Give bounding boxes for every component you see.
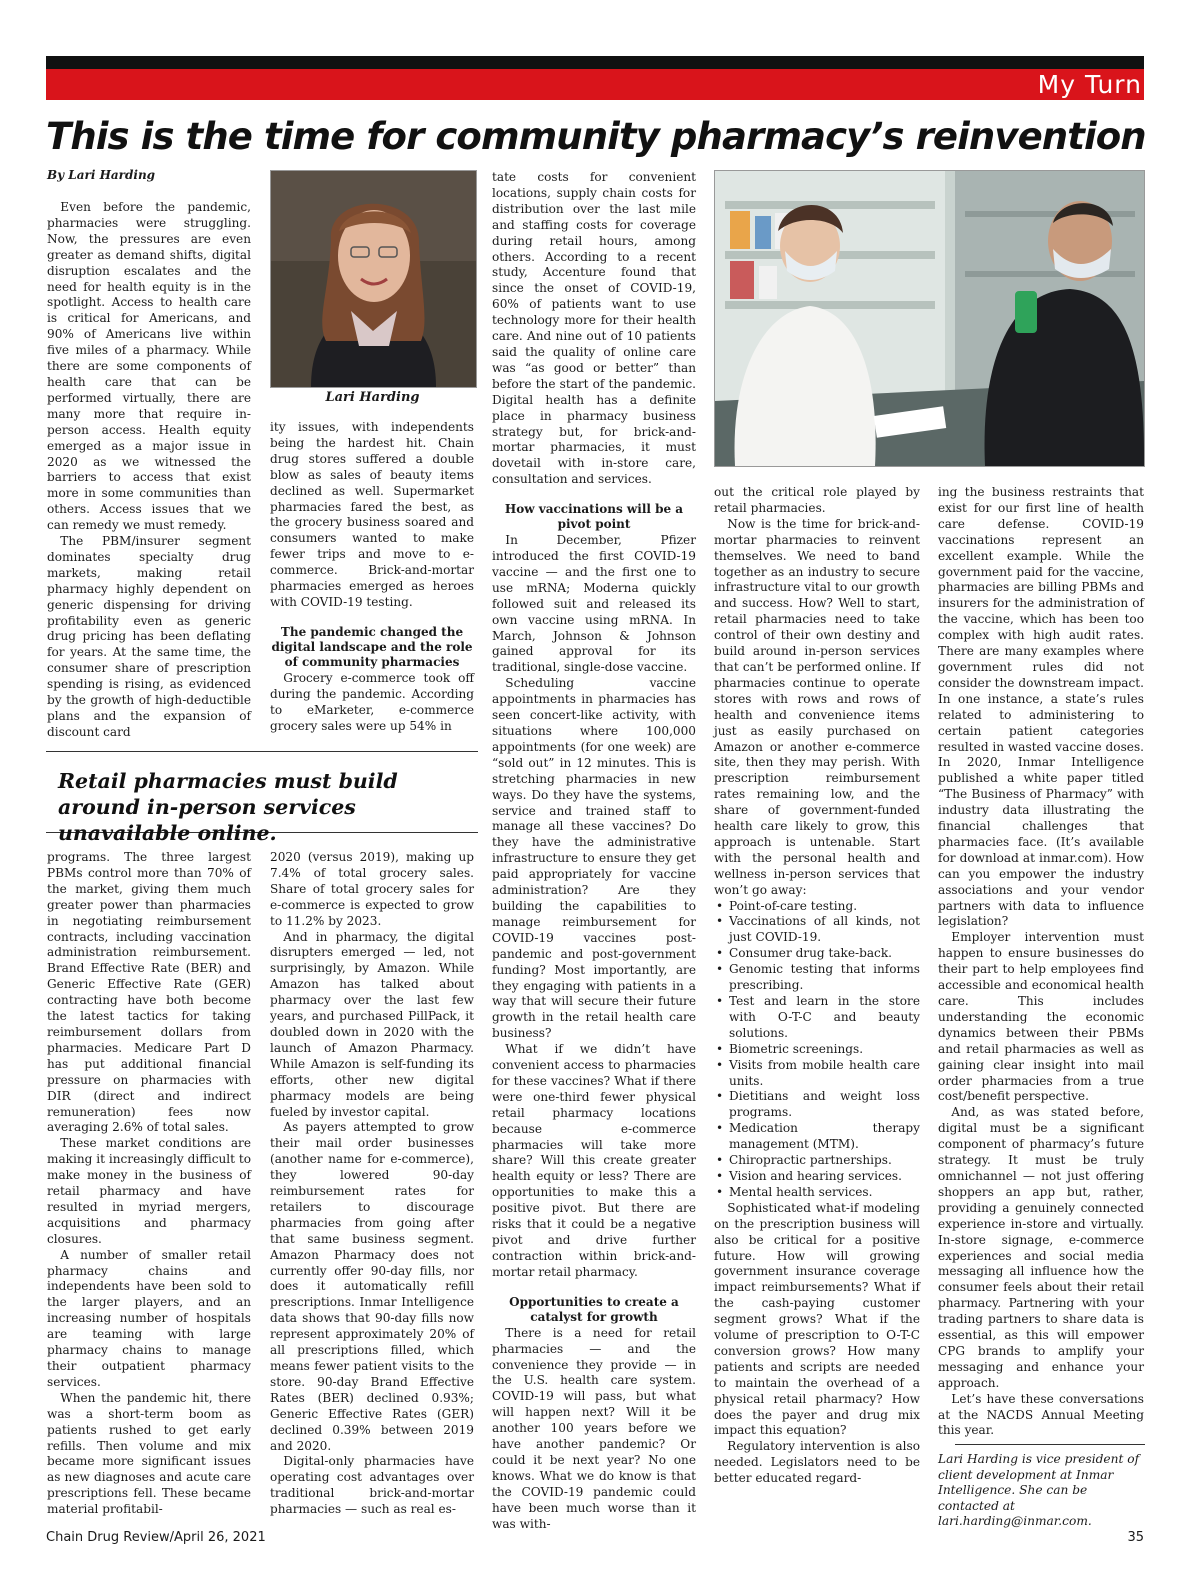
column-2-bottom: [270, 850, 474, 1518]
paragraph: programs. The three largest PBMs control more than 70% of the market, giving them much greater power than pharmacies in negotiating reimbursement contracts, including vaccination administration reimbursement. Brand Effective Rate (BER) and Generic Effective Rate (GER) contracting have both become the latest tactics for taking reimbursement dollars from pharmacies. Medicare Part D has put additional financial pressure on pharmacies with DIR (direct and indirect remuneration) fees now averaging 2.6% of total sales.: [47, 850, 251, 1135]
pharmacy-photo: [714, 170, 1145, 467]
paragraph: Now is the time for brick-and-mortar pharmacies to reinvent themselves. We need to band together as an industry to secure infrastructure vital to our growth and success. How? Well to start, retail pharmacies need to take control of their own destiny and build around in-person services that can’t be performed online. If pharmacies continue to operate stores with rows and rows of health and convenience items just as easily purchased on Amazon or another e-commerce site, then they may perish. With prescription reimbursement rates remaining low, and the share of government-funded health care likely to grow, this approach is untenable. Start with the personal health and wellness in-person services that won’t go away:: [714, 516, 920, 897]
paragraph: Scheduling vaccine appointments in pharmacies has seen concert-like activity, with situations where 100,000 appointments (for one week) are “sold out” in 12 minutes. This is stretching pharmacies in new ways. Do they have the systems, service and trained staff to manage all these vaccines? Do they have the administrative infrastructure to ensure they get paid appropriately for vaccine administration? Are they building the capabilities to manage reimbursement for COVID-19 vaccines post-pandemic and post-government funding? Most importantly, are they engaging with patients in a way that will secure their future growth in the retail health care business?: [492, 676, 696, 1041]
header-red-bar: [46, 69, 1144, 100]
paragraph: A number of smaller retail pharmacy chains and independents have been sold to the larger players, and an increasing number of hospitals are teaming with large pharmacy chains to manage their outpatient pharmacy services.: [47, 1247, 251, 1389]
list-item: • Test and learn in the store with O-T-C and beauty solutions.: [729, 994, 920, 1042]
paragraph: What if we didn’t have convenient access to pharmacies for these vaccines? What if there were one-third fewer physical retail pharmacy locations because e-commerce pharmacies will take more share? Will this create greater health equity or less? There are opportunities to make this a positive pivot. But there are risks that it could be a negative pivot and drive further contraction within brick-and-mortar retail pharmacy.: [492, 1042, 696, 1279]
paragraph: As payers attempted to grow their mail order businesses (another name for e-commerce), they lowered 90-day reimbursement rates for retailers to discourage pharmacies from going after that same business segment. Amazon Pharmacy does not currently offer 90-day fills, nor does it automatically refill prescriptions. Inmar Intelligence data shows that 90-day fills now represent approximately 20% of all prescriptions filled, which means fewer patient visits to the store. 90-day Brand Effective Rates (BER) declined 0.93%; Generic Effective Rates (GER) declined 0.39% between 2019 and 2020.: [270, 1120, 474, 1453]
list-item: • Consumer drug take-back.: [729, 946, 920, 962]
author-portrait: [270, 170, 477, 388]
byline: By Lari Harding: [47, 168, 156, 182]
paragraph: out the critical role played by retail pharmacies.: [714, 485, 920, 515]
list-item: • Point-of-care testing.: [729, 899, 920, 915]
list-item: • Vaccinations of all kinds, not just COVID-19.: [729, 914, 920, 946]
portrait-caption: Lari Harding: [325, 390, 420, 405]
list-item: • Chiropractic partnerships.: [729, 1153, 920, 1169]
paragraph: Sophisticated what-if modeling on the prescription business will also be critical for a positive future. How will growing government insurance coverage impact reimbursements? What if the cash-paying customer segment grows? What if the volume of prescription to O-T-C conversion grows? How many patients and scripts are needed to maintain the overhead of a physical retail pharmacy? How does the payer and drug mix impact this equation?: [714, 1200, 920, 1438]
column-4: [714, 485, 920, 1487]
paragraph: tate costs for convenient locations, supply chain costs for distribution over the last mile and staffing costs for coverage during retail hours, among others. According to a recent study, Accenture found that since the onset of COVID-19, 60% of patients want to use technology more for their health care. And nine out of 10 patients said the quality of online care was “as good or better” than before the start of the pandemic. Digital health has a definite place in pharmacy business strategy but, for brick-and-mortar pharmacies, it must dovetail with in-store care, consultation and services.: [492, 170, 696, 487]
paragraph: These market conditions are making it increasingly difficult to make money in the business of retail pharmacy and have resulted in myriad mergers, acquisitions and pharmacy closures.: [47, 1136, 251, 1246]
services-list: [714, 899, 920, 1201]
pullquote: Retail pharmacies must build around in-person services unavailable online.: [58, 769, 398, 845]
list-item: • Genomic testing that informs prescribing.: [729, 962, 920, 994]
list-item: • Visits from mobile health care units.: [729, 1058, 920, 1090]
list-item: • Medication therapy management (MTM).: [729, 1121, 920, 1153]
paragraph: Regulatory intervention is also needed. Legislators need to be better educated regard-: [714, 1439, 920, 1486]
column-1-top: [47, 200, 251, 741]
bio-rule: [955, 1444, 1145, 1445]
column-3: [492, 170, 696, 1533]
paragraph: Even before the pandemic, pharmacies were struggling. Now, the pressures are even greater as demand shifts, digital disruption escalates and the need for health equity is in the spotlight. Access to health care is critical for Americans, and 90% of Americans live within five miles of a pharmacy. While there are some components of health care that can be performed virtually, there are many more that require in-person access. Health equity emerged as a major issue in 2020 as we witnessed the barriers to access that exist more in some communities than others. Access issues that we can remedy we must remedy.: [47, 200, 251, 533]
column-1-bottom: [47, 850, 251, 1518]
paragraph: Let’s have these conversations at the NACDS Annual Meeting this year.: [938, 1391, 1144, 1438]
subheading: How vaccinations will be a pivot point: [504, 502, 684, 532]
paragraph: When the pandemic hit, there was a short-term boom as patients rushed to get early refills. Then volume and mix became more significant issues as new diagnoses and acute care prescriptions fell. These became material profitabil-: [47, 1390, 251, 1517]
list-item: • Dietitians and weight loss programs.: [729, 1089, 920, 1121]
list-item: • Mental health services.: [729, 1185, 920, 1201]
column-2-top: [270, 420, 474, 735]
page-number: 35: [1127, 1530, 1144, 1545]
paragraph: The PBM/insurer segment dominates specialty drug markets, making retail pharmacy highly dependent on generic dispensing for driving profitability even as generic drug pricing has been deflating for years. At the same time, the consumer share of prescription spending is rising, as evidenced by the growth of high-deductible plans and the expansion of discount card: [47, 534, 251, 739]
header-top-bar: [46, 56, 1144, 69]
paragraph: In December, Pfizer introduced the first COVID-19 vaccine — and the first one to use mRNA; Moderna quickly followed suit and released its own vaccine using mRNA. In March, Johnson & Johnson gained approval for its traditional, single-dose vaccine.: [492, 533, 696, 675]
list-item: • Vision and hearing services.: [729, 1169, 920, 1185]
paragraph: ity issues, with independents being the hardest hit. Chain drug stores suffered a double blow as sales of beauty items declined as well. Supermarket pharmacies fared the best, as the grocery business soared and consumers wanted to make fewer trips and move to e-commerce. Brick-and-mortar pharmacies emerged as heroes with COVID-19 testing.: [270, 420, 474, 609]
paragraph: 2020 (versus 2019), making up 7.4% of total grocery sales. Share of total grocery sales for e-commerce is expected to grow to 11.2% by 2023.: [270, 850, 474, 928]
section-label: My Turn: [1037, 70, 1142, 99]
subheading: Opportunities to create a catalyst for growth: [509, 1294, 679, 1324]
author-bio: Lari Harding is vice president of client development at Inmar Intelligence. She can be contacted at lari.harding@inmar.com.: [938, 1452, 1140, 1529]
subheading: The pandemic changed the digital landscape and the role of community pharmacies: [271, 624, 473, 669]
headline: This is the time for community pharmacy’s reinvention: [46, 115, 1146, 158]
column-5: [938, 485, 1144, 1439]
paragraph: Grocery e-commerce took off during the pandemic. According to eMarketer, e-commerce grocery sales were up 54% in: [270, 670, 474, 733]
pharmacy-photo-image: [715, 171, 1144, 466]
paragraph: There is a need for retail pharmacies — and the convenience they provide — in the U.S. health care system. COVID-19 will pass, but what will happen next? Will it be another 100 years before we have another pandemic? Or could it be next year? No one knows. What we do know is that the COVID-19 pandemic could have been much worse than it was with-: [492, 1325, 696, 1531]
list-item: • Biometric screenings.: [729, 1042, 920, 1058]
paragraph: And, as was stated before, digital must be a significant component of pharmacy’s future strategy. It must be truly omnichannel — not just offering shoppers an app but, rather, providing a genuinely connected experience in-store and virtually. In-store signage, e-commerce experiences and social media messaging all influence how the consumer feels about their retail pharmacy. Partnering with your trading partners to share data is essential, as this will empower CPG brands to amplify your messaging and enhance your approach.: [938, 1105, 1144, 1390]
paragraph: Digital-only pharmacies have operating cost advantages over traditional brick-and-mortar pharmacies — such as real es-: [270, 1454, 474, 1517]
author-portrait-image: [271, 171, 476, 387]
paragraph: ing the business restraints that exist for our first line of health care defense. COVID-19 vaccinations represent an excellent example. While the government paid for the vaccine, pharmacies are billing PBMs and insurers for the administration of the vaccine, which has been too complex with high audit rates. There are many examples where government rules did not consider the downstream impact. In one instance, a state’s rules related to administering to certain patient categories resulted in wasted vaccine doses. In 2020, Inmar Intelligence published a white paper titled “The Business of Pharmacy” with industry data illustrating the financial challenges that pharmacies face. (It’s available for download at inmar.com). How can you empower the industry associations and your vendor partners with data to influence legislation?: [938, 485, 1144, 929]
paragraph: And in pharmacy, the digital disrupters emerged — led, not surprisingly, by Amazon. While Amazon has talked about pharmacy over the last few years, and purchased PillPack, it doubled down in 2020 with the launch of Amazon Pharmacy. While Amazon is self-funding its efforts, other new digital pharmacy models are being fueled by investor capital.: [270, 929, 474, 1119]
footer-publication: Chain Drug Review/April 26, 2021: [46, 1530, 266, 1545]
paragraph: Employer intervention must happen to ensure businesses do their part to help employees find accessible and economical health care. This includes understanding the economic dynamics between their PBMs and retail pharmacies as well as gaining clear insight into mail order pharmacies from a true cost/benefit perspective.: [938, 930, 1144, 1104]
